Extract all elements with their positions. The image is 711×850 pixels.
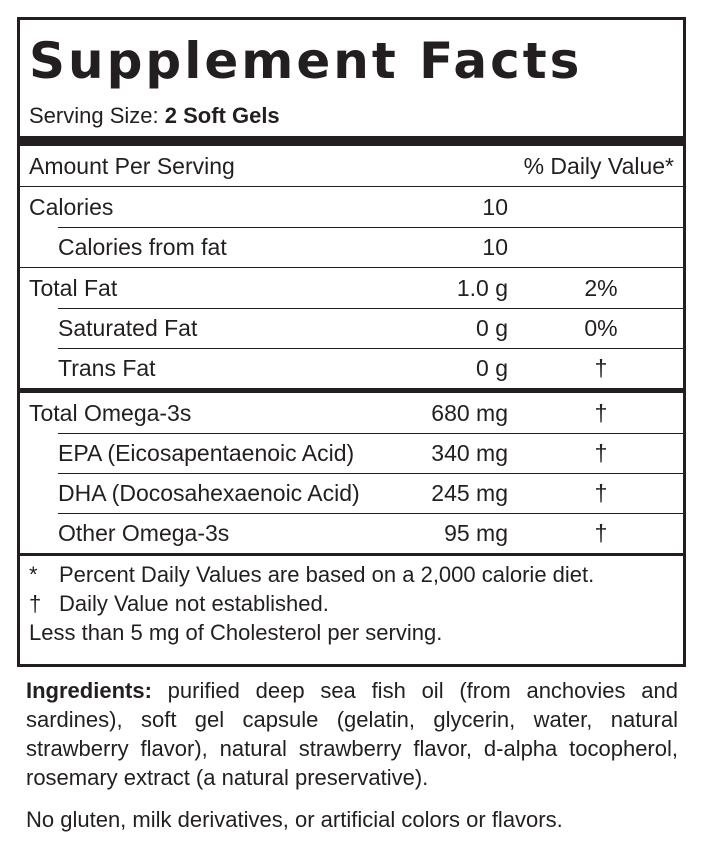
nutrient-name: Other Omega-3s [58, 520, 230, 546]
serving-size-label: Serving Size: [29, 103, 159, 128]
nutrient-amount: 680 mg [431, 400, 508, 426]
table-row [20, 513, 683, 553]
table-row [20, 348, 683, 388]
ingredients-text: purified deep sea fish oil (from anchovies and sardines), soft gel capsule (gelatin, glycerin, water, natural strawberry flavor), natural strawberry flavor, d-alpha tocopherol, rosemary extract (a natural preservative). [26, 678, 678, 790]
nutrient-name: Trans Fat [58, 355, 156, 381]
footnote-percent-daily [29, 560, 674, 589]
table-row [20, 393, 683, 433]
nutrient-daily-value: † [594, 355, 608, 381]
nutrient-amount: 0 g [476, 355, 508, 381]
nutrient-daily-value: † [594, 440, 608, 466]
nutrient-name: Total Fat [29, 275, 118, 301]
ingredients-paragraph [26, 676, 678, 792]
ingredients-label: Ingredients: [26, 678, 152, 703]
nutrient-name: EPA (Eicosapentaenoic Acid) [58, 440, 355, 466]
nutrient-name: Calories [29, 194, 114, 220]
table-row [20, 308, 683, 348]
footnote-text: Daily Value not established. [59, 591, 329, 616]
nutrient-amount: 340 mg [431, 440, 508, 466]
supplement-facts-panel [17, 17, 686, 667]
nutrient-name: Calories from fat [58, 234, 227, 260]
table-row [20, 433, 683, 473]
nutrient-name: Saturated Fat [58, 315, 198, 341]
footnotes [20, 553, 683, 647]
nutrient-daily-value: 0% [584, 315, 618, 341]
nutrient-amount: 10 [482, 194, 508, 220]
table-row [20, 473, 683, 513]
dagger-symbol: † [29, 591, 42, 616]
nutrient-amount: 95 mg [444, 520, 508, 546]
table-header-row [20, 146, 683, 186]
serving-size-value: 2 Soft Gels [164, 103, 280, 128]
nutrient-daily-value: † [594, 400, 608, 426]
cholesterol-note: Less than 5 mg of Cholesterol per serving. [29, 620, 443, 645]
table-row [20, 186, 683, 227]
thick-divider [20, 136, 683, 146]
nutrient-name: DHA (Docosahexaenoic Acid) [58, 480, 360, 506]
table-row [20, 227, 683, 267]
nutrient-amount: 1.0 g [456, 275, 508, 301]
footnote-dagger [29, 589, 674, 618]
serving-size [29, 100, 674, 132]
daily-value-header: % Daily Value* [523, 153, 674, 179]
footnote-text: Percent Daily Values are based on a 2,000 calorie diet. [59, 562, 595, 587]
nutrient-daily-value: † [594, 480, 608, 506]
nutrient-daily-value: † [594, 520, 608, 546]
table-row [20, 267, 683, 308]
panel-title: Supplement Facts [29, 32, 583, 90]
nutrient-amount: 0 g [476, 315, 508, 341]
nutrient-daily-value: 2% [584, 275, 618, 301]
nutrient-amount: 245 mg [431, 480, 508, 506]
nutrient-name: Total Omega-3s [29, 400, 192, 426]
amount-per-serving-header: Amount Per Serving [29, 153, 235, 179]
asterisk-symbol: * [29, 562, 38, 587]
allergen-statement: No gluten, milk derivatives, or artificial colors or flavors. [26, 807, 563, 832]
nutrient-amount: 10 [482, 234, 508, 260]
